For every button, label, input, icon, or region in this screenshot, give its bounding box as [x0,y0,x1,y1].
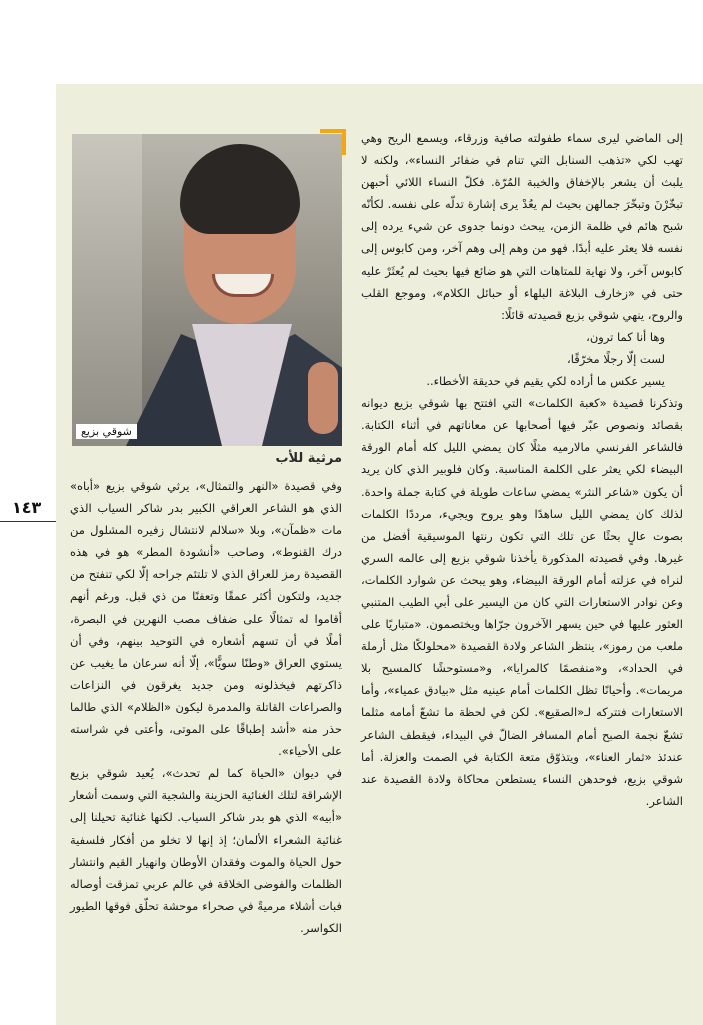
page-number: ١٤٣ [12,498,42,517]
paragraph: في ديوان «الحياة كما لم تحدث»، يُعيد شوقي بزيع الإشراقة لتلك الغنائية الحزينة والشجية التي وسمت أشعار «أبيه» الذي هو بدر شاكر السياب. لكنها غنائية تحيلنا إلى غنائية الشعراء الألمان؛ إذ إنها لا تخلو من أفكار فلسفية حول الحياة والموت وفقدان الأوطان وانهيار القيم وانتشار الظلمات والفوضى الخلاقة في عالم عربي تمزقت أوصاله فبات أشلاء مرميةً في صحراء موحشة تحلّق فوقها الطيور الكواسر. [70,766,342,935]
paragraph: وتذكرنا قصيدة «كعبة الكلمات» التي افتتح بها شوقي بزيع ديوانه بقصائد ونصوص عبّر فيها أصحابها عن معاناتهم في أثناء الكتابة. فالشاعر الفرنسي مالارميه مثلًا كان يمضي الليل كله أمام الورقة البيضاء لكي يعثر على الكلمة المناسبة. وكان فلوبير الذي كان يريد أن يكون «شاعر النثر» يمضي ساعات طويلة في كتابة جملة واحدة. لذلك كان يمضي الليل ساهدًا وهو يروح ويجيء، مرددًا الكلمات بصوت عالٍ بحثًا عن تلك التي تكون رنتها الموسيقية أفضل من غيرها. وفي قصيدته المذكورة يأخذنا شوقي بزيع إلى عالمه السري لنراه في عزلته أمام الورقة البيضاء، وهو يبحث عن شوارد الكلمات، وعن نوادر الاستعارات التي كان من اليسير على أبي الطيب المتنبي العثور عليها في حين يسهر الآخرون جرّاها ويختصمون. «متباريًا على ملعب من رموز»، ينتظر الشاعر ولادة القصيدة «محلولكًا مثل أرملة في الحداد»، و«منفصمًا كالمرايا»، و«مستوحشًا كالمسيح بلا مريمات». وأحيانًا تظل الكلمات أمام عينيه مثل «بيادق عمياء»، وأما الاستعارات فتتركه لـ«الصقيع». لكن في لحظة ما تشعّ أمامه مثلما تشعّ نجمة الصبح أمام المسافر الضالّ في البيداء، فيقطف الشاعر عندئذ «ثمار العناء»، ويتذوّق متعة الكتابة في الصمت والعزلة. أما شوقي بزيع، فوحدهن النساء يستطعن محاكاة ولادة القصيدة عند الشاعر. [361,396,683,808]
verse-line: يسير عكس ما أراده لكي يقيم في حديقة الأخطاء.. [426,374,665,389]
verse-line: لست إلّا رجلًا مخرّقًا، [567,351,665,366]
corner-bracket-vertical [342,129,346,155]
article-column-right [361,127,683,812]
page-number-rule [0,521,56,522]
portrait-photo [72,134,342,446]
verse-line: وها أنا كما ترون، [586,329,665,344]
paragraph: وفي قصيدة «النهر والتمثال»، يرثي شوقي بزيع «أباه» الذي هو الشاعر العراقي الكبير بدر شاكر السياب الذي مات «ظمآن»، وبلا «سلالم لانتشال زفيره المشلول من درك القنوط»، وصاحب «أنشودة المطر» هو في هذه القصيدة رمز للعراق الذي لا تلتئم جراحه إلّا لكي تنفتح من جديد، ولتكون أكثر عمقًا وتعفنًا من ذي قبل. ورغم أنهم أقاموا له تمثالًا على ضفاف مصب النهرين في البصرة، أملًا في أن تسهم أشعاره في التوحيد بينهم، وفي أن يستوي العراق «وطنًا سويًّا»، إلّا أنه سرعان ما يغيب عن ذاكرتهم فيخذلونه ومن جديد يغرقون في النزاعات والصراعات القاتلة والمدمرة ليكون «الظلام» الذي طالما حذر منه «أشد إطباقًا على الموتى، وأعتى في شراسته على الأحياء». [70,479,342,759]
photo-caption: شوقي بزيع [76,424,137,439]
section-heading: مرثية للأب [275,451,342,466]
paragraph: إلى الماضي ليرى سماء طفولته صافية وزرقاء، ويسمع الريح وهي تهب لكي «تذهب السنابل التي تنام في ضفائر النساء»، ولكنه لا يلبث أن يشعر بالإخفاق والخيبة المُرّة. فكلّ النساء اللائي أحبهن تبخّرْنَ وتبخّرَ جمالهن بحيث لم يعُدْ يرى إشارة تدلّه على نفسه. لكأنّه شبح هائم في ظلمة الزمن، يبحث دونما جدوى عن شيء يرده إلى نفسه فلا يعثر عليه أبدًا. فهو من وهم إلى وهم آخر، ومن كابوس إلى كابوس آخر، ولا نهاية للمتاهات التي هو ضائع فيها بحيث لم يُعثَرْ عليه حتى في «زخارف البلاغة البلهاء أو حبائل الكلام»، وموجع القلب والروح، ينهي شوقي بزيع قصيدته قائلًا: [361,131,683,322]
article-column-left [70,475,342,939]
